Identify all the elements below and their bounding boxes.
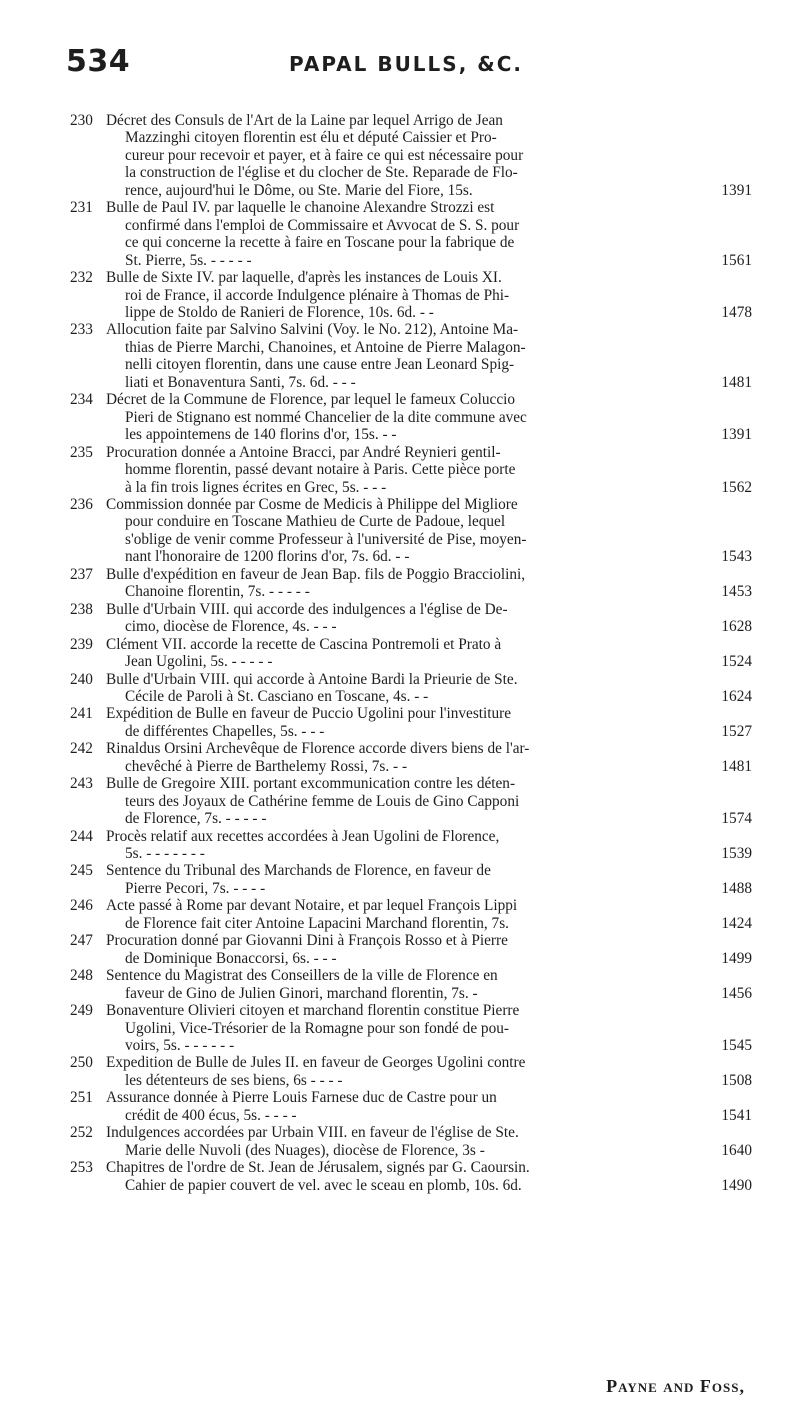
entry-number: 244 [70,827,93,845]
entry-line: crédit de 400 écus, 5s. - - - - [125,1106,297,1124]
catalogue-entry [70,671,752,706]
entry-date: 1541 [721,1106,752,1124]
entry-line: Mazzinghi citoyen florentin est élu et député Caissier et Pro- [125,129,497,147]
catalogue-entry [70,1054,752,1089]
entry-date: 1453 [721,583,752,601]
entry-line: Bonaventure Olivieri citoyen et marchand florentin constitue Pierre [106,1002,520,1020]
catalogue-entry [70,601,752,636]
entry-line: les appointemens de 140 florins d'or, 15s. - - [125,426,397,444]
entry-line: Rinaldus Orsini Archevêque de Florence accorde divers biens de l'ar- [106,740,530,758]
entry-line: Allocution faite par Salvino Salvini (Voy. le No. 212), Antoine Ma- [106,321,519,339]
entry-line: Indulgences accordées par Urbain VIII. en faveur de l'église de Ste. [106,1124,519,1142]
catalogue-entry [70,862,752,897]
entry-date: 1624 [721,687,752,705]
entry-line: Acte passé à Rome par devant Notaire, et par lequel François Lippi [106,897,518,915]
entry-line: Procuration donné par Giovanni Dini à François Rosso et à Pierre [106,932,508,950]
entry-line: Procuration donnée a Antoine Bracci, par André Reynieri gentil- [106,443,501,461]
catalogue-entry [70,1159,752,1194]
entry-date: 1481 [721,373,752,391]
entry-line: faveur de Gino de Julien Ginori, marchand florentin, 7s. - [125,984,478,1002]
entry-line: Bulle de Paul IV. par laquelle le chanoine Alexandre Strozzi est [106,199,495,217]
entry-line: à la fin trois lignes écrites en Grec, 5s. - - - [125,478,387,496]
entry-number: 237 [70,565,93,583]
entry-date: 1543 [721,548,752,566]
catalogue-entry [70,112,752,199]
entry-line: St. Pierre, 5s. - - - - - [125,251,252,269]
entry-date: 1508 [721,1071,752,1089]
entry-date: 1456 [721,984,752,1002]
entry-line: Sentence du Tribunal des Marchands de Florence, en faveur de [106,862,491,880]
catalogue-entries [70,112,752,1194]
entry-date: 1628 [721,618,752,636]
entry-number: 250 [70,1054,93,1072]
entry-date: 1527 [721,722,752,740]
entry-number: 236 [70,495,93,513]
entry-line: Cahier de papier couvert de vel. avec le sceau en plomb, 10s. 6d. [125,1176,522,1194]
entry-line: Bulle d'expédition en faveur de Jean Bap. fils de Poggio Bracciolini, [106,565,526,583]
catalogue-entry [70,444,752,496]
entry-number: 246 [70,897,93,915]
entry-date: 1481 [721,757,752,775]
catalogue-entry [70,496,752,566]
entry-number: 238 [70,600,93,618]
entry-line: homme florentin, passé devant notaire à Paris. Cette pièce porte [125,461,516,479]
entry-number: 242 [70,740,93,758]
entry-date: 1424 [721,914,752,932]
entry-line: de différentes Chapelles, 5s. - - - [125,722,325,740]
entry-line: cimo, diocèse de Florence, 4s. - - - [125,618,337,636]
entry-number: 231 [70,199,93,217]
entry-line: Expédition de Bulle en faveur de Puccio Ugolini pour l'investiture [106,705,512,723]
catalogue-entry [70,566,752,601]
entry-date: 1391 [721,426,752,444]
entry-number: 243 [70,775,93,793]
entry-line: lippe de Stoldo de Ranieri de Florence, 10s. 6d. - - [125,303,434,321]
entry-line: Cécile de Paroli à St. Casciano en Toscane, 4s. - - [125,687,429,705]
entry-line: de Florence, 7s. - - - - - [125,810,267,828]
page-number: 534 [66,44,131,79]
entry-line: Pierre Pecori, 7s. - - - - [125,879,266,897]
entry-line: Décret des Consuls de l'Art de la Laine par lequel Arrigo de Jean [106,112,503,129]
entry-line: Chapitres de l'ordre de St. Jean de Jérusalem, signés par G. Caoursin. [106,1159,530,1177]
entry-date: 1490 [721,1176,752,1194]
entry-number: 239 [70,635,93,653]
entry-line: Bulle d'Urbain VIII. qui accorde à Antoine Bardi la Prieurie de Ste. [106,670,518,688]
entry-line: Sentence du Magistrat des Conseillers de la ville de Florence en [106,967,498,985]
entry-line: nelli citoyen florentin, dans une cause entre Jean Leonard Spig- [125,356,515,374]
entry-line: Chanoine florentin, 7s. - - - - - [125,583,310,601]
catalogue-entry [70,1124,752,1159]
entry-number: 230 [70,112,93,129]
entry-number: 253 [70,1159,93,1177]
entry-date: 1561 [721,251,752,269]
entry-number: 245 [70,862,93,880]
entry-line: s'oblige de venir comme Professeur à l'université de Pise, moyen- [125,530,527,548]
entry-line: teurs des Joyaux de Cathérine femme de Louis de Gino Capponi [125,792,520,810]
entry-line: de Florence fait citer Antoine Lapacini Marchand florentin, 7s. [125,914,509,932]
entry-line: Bulle d'Urbain VIII. qui accorde des indulgences a l'église de De- [106,600,508,618]
entry-number: 251 [70,1089,93,1107]
entry-line: rence, aujourd'hui le Dôme, ou Ste. Marie del Fiore, 15s. [125,181,473,199]
catalogue-entry [70,897,752,932]
entry-number: 235 [70,443,93,461]
entry-line: Jean Ugolini, 5s. - - - - - [125,653,273,671]
entry-line: Clément VII. accorde la recette de Cascina Pontremoli et Prato à [106,635,502,653]
catalogue-entry [70,828,752,863]
catalogue-entry [70,705,752,740]
entry-date: 1488 [721,879,752,897]
entry-date: 1478 [721,303,752,321]
entry-line: Procès relatif aux recettes accordées à Jean Ugolini de Florence, [106,827,500,845]
entry-line: chevêché à Pierre de Barthelemy Rossi, 7s. - - [125,757,408,775]
entry-date: 1562 [721,478,752,496]
entry-date: 1499 [721,949,752,967]
entry-line: la construction de l'église et du clocher de Ste. Reparade de Flo- [125,164,518,182]
entry-line: confirmé dans l'emploi de Commissaire et Avvocat de S. S. pour [125,216,520,234]
page-header [66,44,746,84]
catalogue-entry [70,1002,752,1054]
entry-line: les détenteurs de ses biens, 6s - - - - [125,1071,343,1089]
catalogue-entry [70,199,752,269]
catalogue-entry [70,269,752,321]
running-title: PAPAL BULLS, &C. [289,52,523,76]
entry-line: Expedition de Bulle de Jules II. en faveur de Georges Ugolini contre [106,1054,526,1072]
publisher-footer: Payne and Foss, [606,1376,745,1396]
entry-line: Pieri de Stignano est nommé Chancelier de la dite commune avec [125,408,527,426]
entry-date: 1391 [721,181,752,199]
entry-date: 1539 [721,845,752,863]
catalogue-entry [70,391,752,443]
entry-number: 234 [70,391,93,409]
entry-line: Bulle de Sixte IV. par laquelle, d'après les instances de Louis XI. [106,269,502,287]
entry-date: 1640 [721,1141,752,1159]
entry-line: Ugolini, Vice-Trésorier de la Romagne pour son fondé de pou- [125,1019,509,1037]
entry-line: de Dominique Bonaccorsi, 6s. - - - [125,949,337,967]
catalogue-entry [70,967,752,1002]
entry-line: nant l'honoraire de 1200 florins d'or, 7s. 6d. - - [125,548,410,566]
entry-number: 252 [70,1124,93,1142]
entry-number: 241 [70,705,93,723]
entry-line: Assurance donnée à Pierre Louis Farnese duc de Castre pour un [106,1089,497,1107]
entry-number: 249 [70,1002,93,1020]
entry-line: liati et Bonaventura Santi, 7s. 6d. - - - [125,373,356,391]
entry-line: thias de Pierre Marchi, Chanoines, et Antoine de Pierre Malagon- [125,338,526,356]
catalogue-entry [70,932,752,967]
entry-number: 247 [70,932,93,950]
entry-line: 5s. - - - - - - - [125,845,205,863]
catalogue-entry [70,636,752,671]
entry-line: cureur pour recevoir et payer, et à faire ce qui est nécessaire pour [125,146,524,164]
entry-number: 240 [70,670,93,688]
entry-line: Marie delle Nuvoli (des Nuages), diocèse de Florence, 3s - [125,1141,485,1159]
entry-line: Décret de la Commune de Florence, par lequel le fameux Coluccio [106,391,516,409]
entry-date: 1524 [721,653,752,671]
entry-line: ce qui concerne la recette à faire en Toscane pour la fabrique de [125,234,515,252]
entry-date: 1574 [721,810,752,828]
entry-number: 233 [70,321,93,339]
entry-line: pour conduire en Toscane Mathieu de Curte de Padoue, lequel [125,513,506,531]
entry-number: 232 [70,269,93,287]
entry-line: voirs, 5s. - - - - - - [125,1037,235,1055]
catalogue-entry [70,775,752,827]
catalogue-entry [70,321,752,391]
catalogue-entry [70,1089,752,1124]
catalogue-entry [70,740,752,775]
entry-line: roi de France, il accorde Indulgence plénaire à Thomas de Phi- [125,286,510,304]
entry-line: Bulle de Gregoire XIII. portant excommunication contre les déten- [106,775,516,793]
entry-line: Commission donnée par Cosme de Medicis à Philippe del Migliore [106,495,518,513]
entry-date: 1545 [721,1037,752,1055]
entry-number: 248 [70,967,93,985]
